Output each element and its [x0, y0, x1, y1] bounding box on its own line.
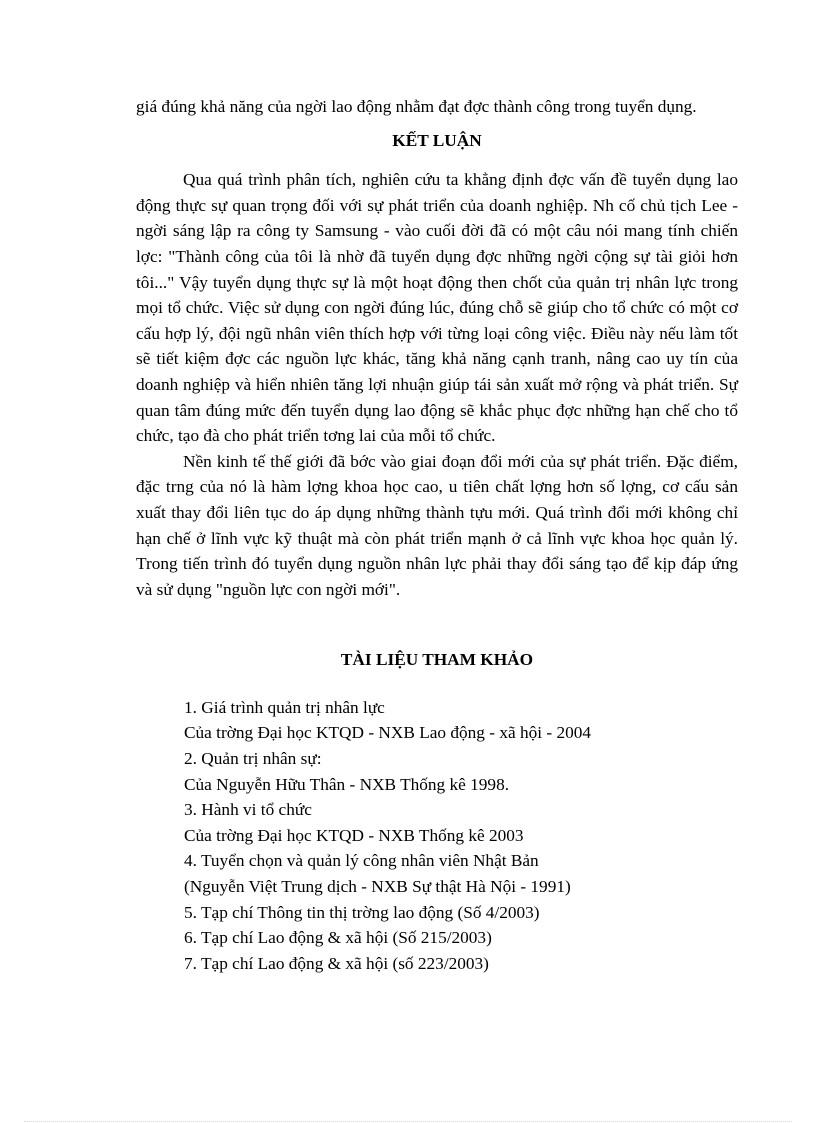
page-bottom-divider [24, 1121, 792, 1122]
reference-line-6: 6. Tạp chí Lao động & xã hội (Số 215/2003) [184, 928, 492, 948]
intro-tail-paragraph: giá đúng khả năng của ngời lao động nhằm đạt đợc thành công trong tuyển dụng. [136, 97, 697, 116]
reference-line-3-title: 3. Hành vi tổ chức [184, 800, 312, 820]
references-heading: TÀI LIỆU THAM KHẢO [340, 650, 534, 670]
references-list [136, 695, 738, 977]
reference-line-5: 5. Tạp chí Thông tin thị trờng lao động (Số 4/2003) [184, 902, 540, 922]
page-content [136, 94, 738, 976]
reference-line-2-source: Của Nguyễn Hữu Thân - NXB Thống kê 1998. [184, 774, 510, 794]
conclusion-paragraph-2: Nền kinh tế thế giới đã bớc vào giai đoạn đổi mới của sự phát triển. Đặc điểm, đặc trng của nó là hàm lợng khoa học cao, u tiên chất lợng hơn số lợng, cơ cấu sản xuất thay đổi liên tục do áp dụng những thành tựu mới. Quá trình đổi mới không chỉ hạn chế ở lĩnh vực kỹ thuật mà còn phát triển mạnh ở cả lĩnh vực khoa học quản lý. Trong tiến trình đó tuyển dụng nguồn nhân lực phải thay đổi sáng tạo để kịp đáp ứng và sử dụng "nguồn lực con ngời mới". [136, 451, 738, 599]
reference-line-2-title: 2. Quản trị nhân sự: [184, 749, 322, 769]
reference-line-4-title: 4. Tuyển chọn và quản lý công nhân viên Nhật Bản [184, 851, 539, 871]
conclusion-paragraph-1: Qua quá trình phân tích, nghiên cứu ta khẳng định đợc vấn đề tuyển dụng lao động thực sự quan trọng đối với sự phát triển của doanh nghiệp. Nh cố chủ tịch Lee - ngời sáng lập ra công ty Samsung - vào cuối đời đã có một câu nói mang tính chiến lợc: "Thành công của tôi là nhờ đã tuyển dụng đợc những ngời cộng sự tài giỏi hơn tôi..." Vậy tuyển dụng thực sự là một hoạt động then chốt của quản trị nhân lực trong mọi tổ chức. Việc sử dụng con ngời đúng lúc, đúng chỗ sẽ giúp cho tổ chức có một cơ cấu hợp lý, đội ngũ nhân viên thích hợp với từng loại công việc. Điều này nếu làm tốt sẽ tiết kiệm đợc các nguồn lực khác, tăng khả năng cạnh tranh, nâng cao uy tín của doanh nghiệp và hiển nhiên tăng lợi nhuận giúp tái sản xuất mở rộng và phát triển. Sự quan tâm đúng mức đến tuyển dụng lao động sẽ khắc phục đợc những hạn chế cho tổ chức, tạo đà cho phát triển tơng lai của mỗi tổ chức. [136, 170, 738, 446]
reference-line-7: 7. Tạp chí Lao động & xã hội (số 223/2003) [184, 953, 489, 973]
reference-line-1-source: Của trờng Đại học KTQD - NXB Lao động - xã hội - 2004 [184, 723, 592, 743]
reference-line-4-source: (Nguyễn Việt Trung dịch - NXB Sự thật Hà Nội - 1991) [184, 877, 571, 897]
reference-line-1-title: 1. Giá trình quản trị nhân lực [184, 697, 385, 717]
conclusion-heading: KẾT LUẬN [392, 130, 482, 150]
reference-line-3-source: Của trờng Đại học KTQD - NXB Thống kê 2003 [184, 825, 524, 845]
